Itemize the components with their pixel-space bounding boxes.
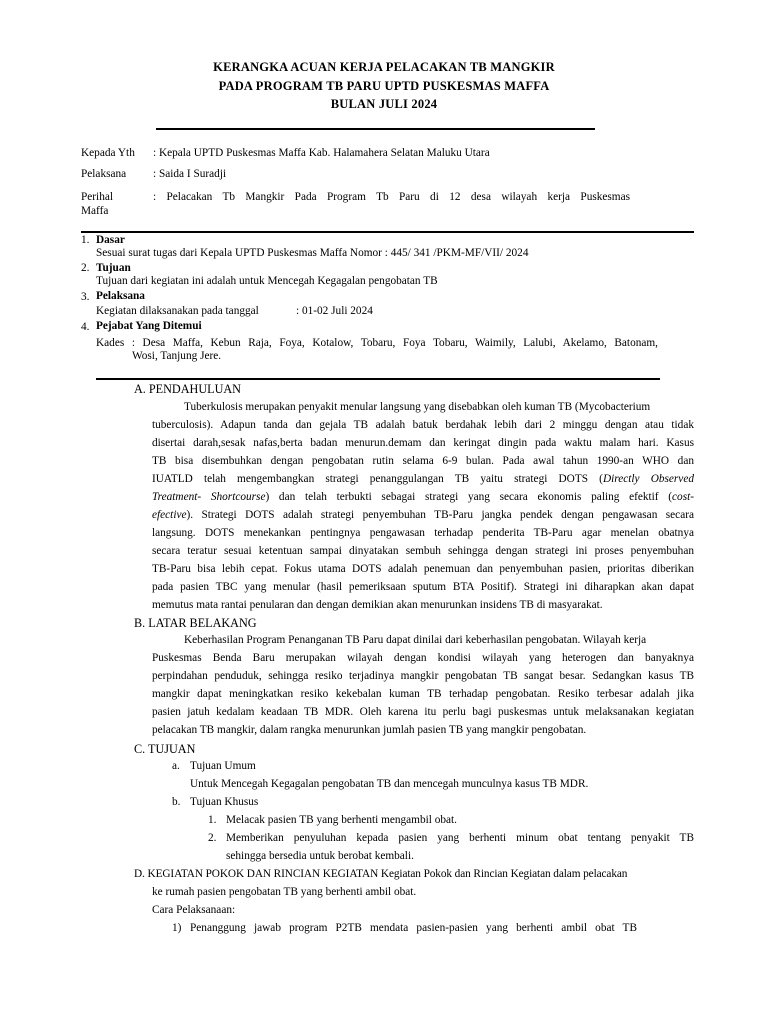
pendahuluan-text: IUATLD telah mengembangkan strategi penanggulangan TB yaitu strategi DOTS ( bbox=[152, 473, 603, 485]
tujuan-khusus-number: 1. bbox=[208, 814, 217, 826]
tujuan-khusus-number: 2. bbox=[208, 832, 217, 844]
cara-pelaksanaan-label: Cara Pelaksanaan: bbox=[152, 904, 236, 916]
pendahuluan-line bbox=[152, 473, 694, 485]
pendahuluan-line: secara teratur sesuai ketentuan sampai dinyatakan sembuh sehingga dengan strategi ini proses penyembuhan bbox=[152, 545, 694, 557]
pelaksana-heading: Pelaksana bbox=[96, 290, 145, 302]
tujuan-khusus-item-cont: sehingga bersedia untuk berobat kembali. bbox=[226, 850, 414, 862]
doc-title-line-3: BULAN JULI 2024 bbox=[330, 97, 438, 111]
perihal-value: : Pelacakan Tb Mangkir Pada Program Tb Paru di 12 desa wilayah kerja Puskesmas bbox=[153, 191, 630, 203]
title-divider bbox=[156, 128, 595, 130]
kegiatan-line: ke rumah pasien pengobatan TB yang berhenti ambil obat. bbox=[152, 886, 417, 898]
pejabat-heading: Pejabat Yang Ditemui bbox=[96, 320, 202, 332]
latar-line: mangkir dapat meningkatkan resiko kekebalan kuman TB terhadap pengobatan. Resiko terbesar adalah jika bbox=[152, 688, 694, 700]
kepada-label: Kepada Yth bbox=[81, 147, 135, 159]
tujuan-umum-label: Tujuan Umum bbox=[190, 760, 256, 772]
cara-step-number: 1) bbox=[172, 922, 182, 934]
perihal-continuation: Maffa bbox=[81, 205, 109, 217]
latar-line: Keberhasilan Program Penanganan TB Paru dapat dinilai dari keberhasilan pengobatan. Wilayah kerja bbox=[184, 634, 647, 646]
pendahuluan-text: ) dan telah terbukti sebagai strategi yang secara ekonomis paling efektif ( bbox=[265, 491, 673, 503]
tujuan-umum-marker: a. bbox=[172, 760, 180, 772]
section-b-heading: B. LATAR BELAKANG bbox=[134, 616, 257, 630]
doc-title-line-2: PADA PROGRAM TB PARU UPTD PUSKESMAS MAFFA bbox=[218, 79, 550, 93]
pendahuluan-line: TB bisa disembuhkan dengan pengobatan rutin selama 6-9 bulan. Pada awal tahun 1990-an WHO dan bbox=[152, 455, 694, 467]
pendahuluan-line bbox=[152, 491, 694, 503]
pendahuluan-italic: Directly Observed bbox=[602, 473, 694, 485]
list-number-4: 4. bbox=[81, 321, 90, 333]
pendahuluan-line: pada pasien TBC yang menular (hasil pemeriksaan sputum BTA Positif). Strategi ini diharapkan akan dapat bbox=[152, 581, 694, 593]
pendahuluan-line: disertai darah,sesak nafas,berta badan menurun.demam dan keringat dingin pada waktu malam hari. Kasus bbox=[152, 437, 694, 449]
pendahuluan-italic: Treatment- Shortcourse bbox=[152, 491, 266, 503]
tujuan-text: Tujuan dari kegiatan ini adalah untuk Mencegah Kegagalan pengobatan TB bbox=[96, 275, 438, 287]
tujuan-khusus-label: Tujuan Khusus bbox=[190, 796, 259, 808]
pendahuluan-italic: cost- bbox=[672, 491, 694, 503]
list-number-1: 1. bbox=[81, 234, 90, 246]
tujuan-heading: Tujuan bbox=[96, 262, 131, 274]
pejabat-line-1: Kades : Desa Maffa, Kebun Raja, Foya, Kotalow, Tobaru, Foya Tobaru, Waimily, Lalubi, Akelamo, Batonam, bbox=[96, 337, 658, 349]
latar-line: perpindahan penduduk, sehingga resiko terjadinya mangkir pengobatan TB sangat besar. Sedangkan kasus TB bbox=[152, 670, 694, 682]
section-d-heading: D. KEGIATAN POKOK DAN RINCIAN KEGIATAN Kegiatan Pokok dan Rincian Kegiatan dalam pelacakan bbox=[134, 868, 628, 880]
tujuan-khusus-marker: b. bbox=[172, 796, 181, 808]
list-divider bbox=[96, 378, 660, 380]
pendahuluan-line: langsung. DOTS menekankan pentingnya pengawasan terhadap penderita TB-Paru agar menelan obatnya bbox=[152, 527, 694, 539]
header-divider bbox=[81, 231, 694, 233]
dasar-text: Sesuai surat tugas dari Kepala UPTD Puskesmas Maffa Nomor : 445/ 341 /PKM-MF/VII/ 2024 bbox=[96, 247, 529, 259]
section-c-heading: C. TUJUAN bbox=[134, 742, 196, 756]
pelaksana-date: : 01-02 Juli 2024 bbox=[296, 305, 373, 317]
pendahuluan-line: Tuberkulosis merupakan penyakit menular langsung yang disebabkan oleh kuman TB (Mycobacterium bbox=[184, 401, 651, 413]
section-a-heading: A. PENDAHULUAN bbox=[134, 382, 241, 396]
dasar-heading: Dasar bbox=[96, 234, 125, 246]
tujuan-khusus-item: Melacak pasien TB yang berhenti mengambil obat. bbox=[226, 814, 457, 826]
perihal-label: Perihal bbox=[81, 191, 113, 203]
pendahuluan-line: memutus mata rantai penularan dan dengan demikian akan menurunkan insidens TB di masyarakat. bbox=[152, 599, 603, 611]
tujuan-khusus-item: Memberikan penyuluhan kepada pasien yang berhenti minum obat tentang penyakit TB bbox=[226, 832, 694, 844]
pejabat-line-2: Wosi, Tanjung Jere. bbox=[132, 350, 222, 362]
latar-line: pelacakan TB mangkir, dalam rangka menurunkan jumlah pasien TB yang mangkir pengobatan. bbox=[152, 724, 587, 736]
tujuan-umum-text: Untuk Mencegah Kegagalan pengobatan TB dan mencegah munculnya kasus TB MDR. bbox=[190, 778, 589, 790]
pendahuluan-italic: efective bbox=[152, 509, 187, 521]
pelaksana-text: Kegiatan dilaksanakan pada tanggal bbox=[96, 305, 259, 317]
latar-line: pasien jatuh kedalam keadaan TB MDR. Oleh karena itu perlu bagi puskesmas untuk melaksanakan kegiatan bbox=[152, 706, 694, 718]
latar-line: Puskesmas Benda Baru merupakan wilayah dengan kondisi wilayah yang heterogen dan banyaknya bbox=[152, 652, 694, 664]
pendahuluan-line: TB-Paru bisa lebih cepat. Fokus utama DOTS adalah penemuan dan penyembuhan pasien, prioritas diberikan bbox=[152, 563, 694, 575]
pelaksana-label: Pelaksana bbox=[81, 168, 127, 180]
kepada-value: : Kepala UPTD Puskesmas Maffa Kab. Halamahera Selatan Maluku Utara bbox=[153, 147, 490, 159]
list-number-2: 2. bbox=[81, 262, 90, 274]
cara-step: Penanggung jawab program P2TB mendata pasien-pasien yang berhenti ambil obat TB bbox=[190, 922, 637, 934]
pendahuluan-text: ). Strategi DOTS adalah strategi penyembuhan TB-Paru jangka pendek dengan pengawasan secara bbox=[186, 509, 694, 521]
list-number-3: 3. bbox=[81, 291, 90, 303]
pendahuluan-line: tuberculosis). Adapun tanda dan gejala TB adalah batuk berdahak lebih dari 2 minggu dengan atau tidak bbox=[152, 419, 694, 431]
pelaksana-value: : Saida I Suradji bbox=[153, 168, 227, 180]
pendahuluan-line bbox=[152, 509, 694, 521]
doc-title-line-1: KERANGKA ACUAN KERJA PELACAKAN TB MANGKIR bbox=[213, 60, 555, 74]
